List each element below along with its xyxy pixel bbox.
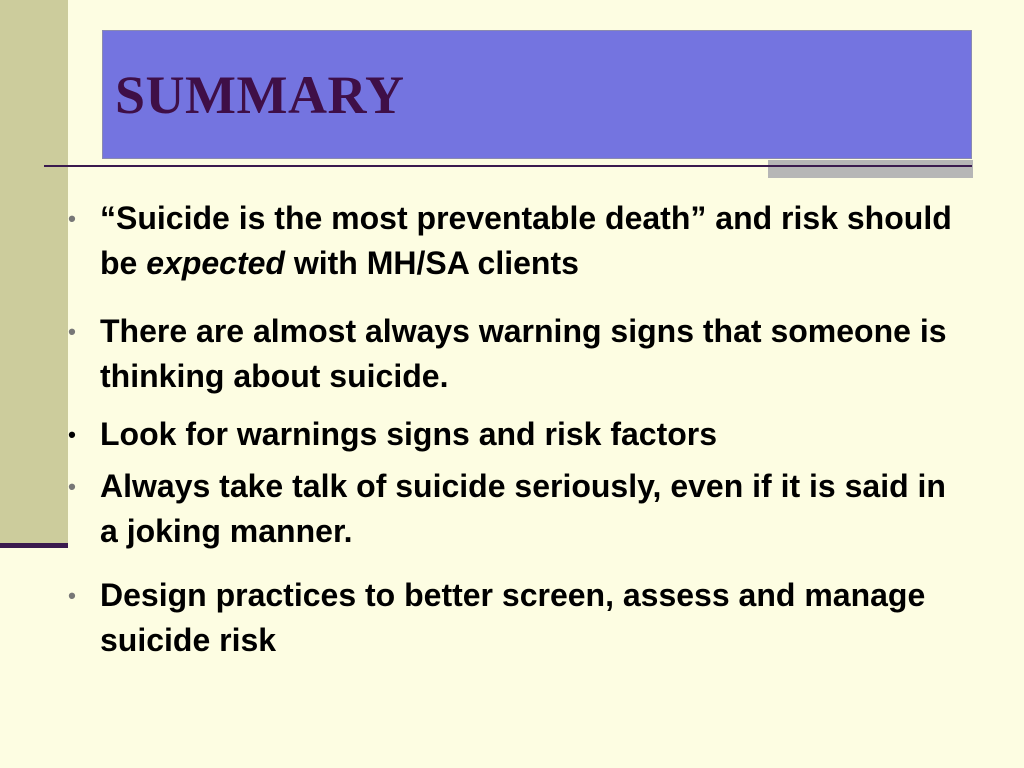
bullet-text-1-pre: “Suicide is the most preventable death” and risk should be xyxy=(100,200,952,281)
bullet-text-3: Look for warnings signs and risk factors xyxy=(100,416,718,452)
bullet-item-2 xyxy=(68,309,960,399)
bullet-item-5 xyxy=(68,573,960,663)
bullet-text-2: There are almost always warning signs that someone is thinking about suicide. xyxy=(100,313,947,394)
bullet-dot-icon: • xyxy=(68,422,76,447)
bullet-dot-icon: • xyxy=(68,319,76,344)
bullet-text-5: Design practices to better screen, assess and manage suicide risk xyxy=(100,577,926,658)
bullet-dot-icon: • xyxy=(68,206,76,231)
bullet-dot-icon: • xyxy=(68,474,76,499)
bullet-item-1 xyxy=(68,196,960,286)
bullet-item-3 xyxy=(68,412,960,457)
bullet-text-1-post: with MH/SA clients xyxy=(284,245,579,281)
bullet-text-4: Always take talk of suicide seriously, even if it is said in a joking manner. xyxy=(100,468,946,549)
bullet-text-1-emphasis: expected xyxy=(146,245,285,281)
bullet-item-4 xyxy=(68,464,960,554)
bullet-dot-icon: • xyxy=(68,583,76,608)
slide-title: SUMMARY xyxy=(115,65,405,125)
